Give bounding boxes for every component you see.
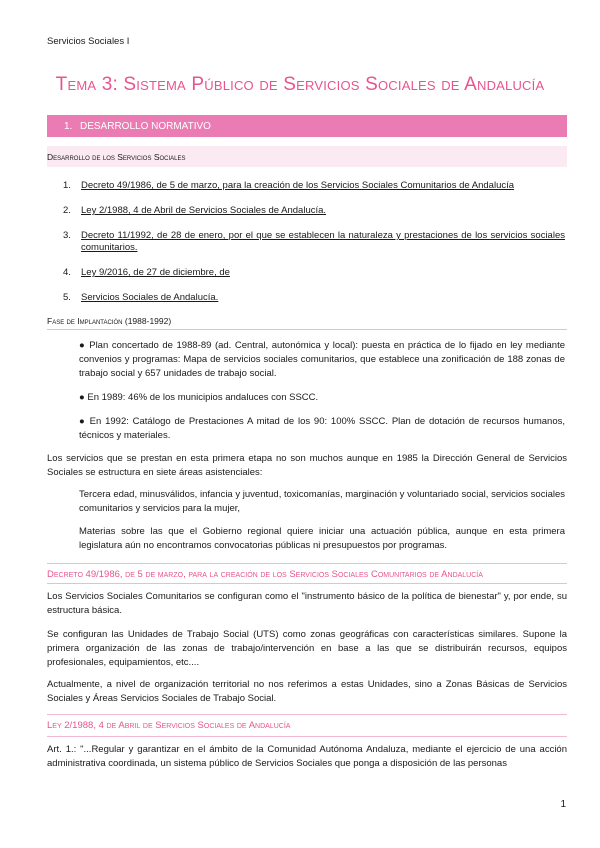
- intro-paragraph: Los servicios que se prestan en esta primera etapa no son muchos aunque en 1985 la Dirección General de Servicios Sociales se estructura en siete áreas asistenciales:: [47, 453, 567, 478]
- divider: [47, 736, 567, 737]
- bullet-item: ● En 1992: Catálogo de Prestaciones A mitad de los 90: 100% SSCC. Plan de dotación de recursos humanos, técnicos y materiales.: [79, 416, 565, 441]
- divider: [47, 329, 567, 330]
- decree-link[interactable]: Servicios Sociales de Andalucía.: [81, 292, 219, 303]
- decree-link[interactable]: Ley 9/2016, de 27 de diciembre, de: [81, 267, 230, 278]
- divider: [47, 714, 567, 715]
- list-number: 3.: [63, 230, 71, 241]
- divider: [47, 583, 567, 584]
- body-paragraph: Actualmente, a nivel de organización territorial no nos referimos a estas Unidades, sino a Zonas Básicas de Servicios Sociales y Áreas Servicios Sociales de Trabajo Social.: [47, 679, 567, 704]
- body-paragraph: Art. 1.: "...Regular y garantizar en el ámbito de la Comunidad Autónoma Andaluza, mediante el ejercicio de una acción administrativa coordinada, un sistema público de Servicios Sociales que ponga a disposición de las personas: [47, 744, 567, 769]
- divider: [47, 563, 567, 564]
- running-header: Servicios Sociales I: [47, 36, 130, 47]
- section-label: DESARROLLO NORMATIVO: [80, 120, 211, 132]
- bullet-block: [79, 339, 565, 453]
- decree-link[interactable]: Decreto 49/1986, de 5 de marzo, para la creación de los Servicios Sociales Comunitarios de Andalucía: [81, 180, 515, 191]
- subheading-box: [47, 146, 567, 167]
- list-item: [63, 267, 565, 279]
- body-paragraph: Se configuran las Unidades de Trabajo Social (UTS) como zonas geográficas con características similares. Supone la primera organización de las zonas de trabajo/intervención en base a las que se distribuirán recursos, equipos profesionales, equipamientos, etc....: [47, 629, 567, 668]
- list-item: [63, 180, 565, 192]
- list-item: [63, 230, 565, 254]
- page-number: 1: [560, 799, 566, 810]
- list-number: 5.: [63, 292, 71, 303]
- decreto-heading: Decreto 49/1986, de 5 de marzo, para la creación de los Servicios Sociales Comunitarios de Andalucía: [47, 569, 483, 580]
- decree-link[interactable]: Decreto 11/1992, de 28 de enero, por el que se establecen la naturaleza y prestaciones de los servicios sociales comunitarios.: [81, 230, 565, 253]
- decree-list: [63, 180, 565, 317]
- bullet-item: ● Plan concertado de 1988-89 (ad. Central, autonómica y local): puesta en práctica de lo fijado en ley mediante convenios y programas: Mapa de servicios sociales comunitarios, que establece una zonificación de 188 zonas de trabajo social y 657 unidades de trabajo social.: [79, 340, 565, 379]
- section-number: 1.: [64, 120, 73, 132]
- document-title: Tema 3: Sistema Público de Servicios Sociales de Andalucía: [55, 74, 545, 95]
- list-number: 4.: [63, 267, 71, 278]
- areas-paragraph: Tercera edad, minusválidos, infancia y juventud, toxicomanías, marginación y voluntariado social, servicios sociales comunitarios y servicios para la mujer,: [79, 489, 565, 514]
- fase-heading: Fase de Implantación (1988-1992): [47, 316, 172, 326]
- list-number: 2.: [63, 205, 71, 216]
- bullet-item: ● En 1989: 46% de los municipios andaluces con SSCC.: [79, 392, 319, 403]
- list-item: [63, 292, 565, 304]
- section-heading-bar: [47, 115, 567, 137]
- ley-heading: Ley 2/1988, 4 de Abril de Servicios Sociales de Andalucía: [47, 720, 291, 731]
- decree-link[interactable]: Ley 2/1988, 4 de Abril de Servicios Sociales de Andalucía.: [81, 205, 327, 216]
- list-number: 1.: [63, 180, 71, 191]
- materias-paragraph: Materias sobre las que el Gobierno regional quiere iniciar una actuación pública, aunque en esta primera legislatura aún no encontramos convocatorias públicas ni presupuestos por programas.: [79, 526, 565, 551]
- subheading: Desarrollo de los Servicios Sociales: [47, 151, 186, 162]
- list-item: [63, 205, 565, 217]
- body-paragraph: Los Servicios Sociales Comunitarios se configuran como el "instrumento básico de la política de bienestar" y, por ende, su estructura básica.: [47, 591, 567, 616]
